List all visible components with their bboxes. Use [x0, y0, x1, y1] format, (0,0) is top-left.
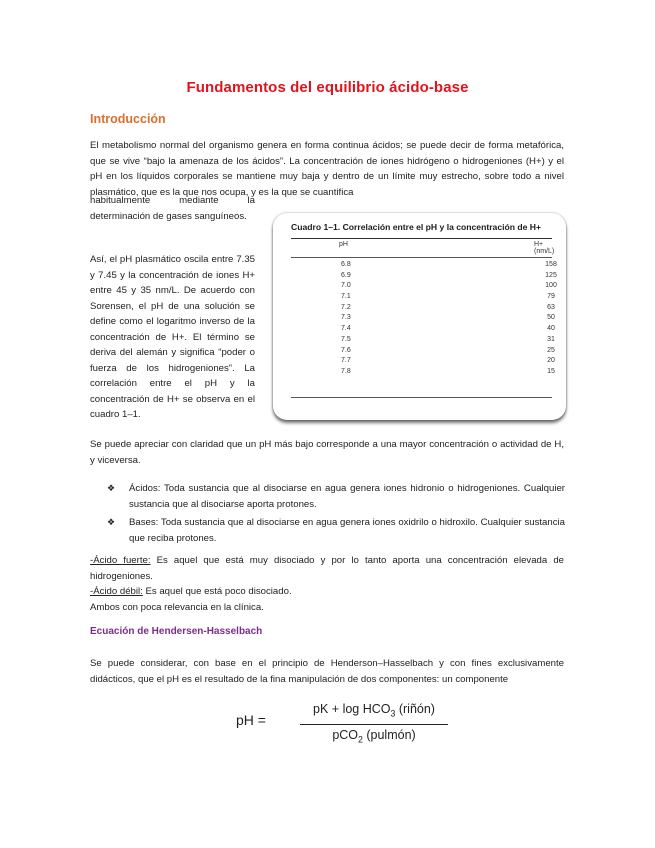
acid-strength-definitions [90, 553, 564, 615]
table-rule-bottom [291, 397, 552, 398]
intro-heading: Introducción [90, 112, 166, 126]
table-cell-ph: 7.3 [341, 314, 351, 322]
table-cell-h: 15 [547, 367, 555, 375]
denominator-organ: (pulmón) [362, 727, 416, 742]
strong-acid-definition [90, 553, 564, 584]
intro-paragraph-1-continued: habitualmente mediante la determinación de gases sanguíneos. [90, 195, 255, 222]
denominator-main: pCO [332, 727, 359, 742]
table-header [291, 241, 555, 255]
henderson-paragraph: Se puede considerar, con base en el principio de Henderson–Hasselbach y con fines exclusivamente didácticos, que el pH es el resultado de la fina manipulación de dos componentes: un componente [90, 658, 564, 685]
table-cell-h: 158 [545, 261, 557, 268]
table-cell-h: 40 [547, 325, 555, 333]
table-row [291, 324, 555, 335]
table-cell-ph: 7.7 [341, 357, 351, 365]
formula-numerator [294, 700, 454, 723]
table-body [291, 260, 557, 378]
table-cell-ph: 7.1 [341, 293, 351, 301]
table-cell-h: 25 [547, 346, 555, 354]
formula-denominator [294, 727, 454, 748]
weak-acid-text: Es aquel que está poco disociado. [142, 586, 292, 597]
denominator-subscript: 2 [358, 734, 363, 744]
intro-paragraph-3: Se puede apreciar con claridad que un pH más bajo corresponde a una mayor concentración o actividad de H, y viceversa. [90, 439, 564, 466]
numerator-subscript: 3 [390, 708, 396, 719]
strong-acid-text: Es aquel que está muy disociado y por lo tanto aporta una concentración elevada de hidrogeniones. [90, 555, 564, 582]
bases-definition: Bases: Toda sustancia que al disociarse en agua genera iones oxidrilo o hidroxilo. Cualquier sustancia que reciba protones. [129, 517, 565, 544]
formula-lhs: pH = [236, 712, 266, 728]
table-cell-h: 63 [547, 303, 555, 311]
table-cell-ph: 7.4 [341, 325, 351, 333]
henderson-heading: Ecuación de Hendersen-Hasselbach [90, 626, 263, 637]
table-header-h: H+ (nm/L) [534, 241, 555, 255]
numerator-main: pK + log HCO [313, 702, 391, 716]
table-row [291, 335, 555, 346]
numerator-organ: (riñón) [395, 702, 435, 716]
diamond-bullet-icon: ❖ [107, 483, 116, 493]
list-item [107, 515, 565, 546]
table-row [291, 356, 555, 367]
table-row [291, 367, 555, 378]
ph-paragraph: Así, el pH plasmático oscila entre 7.35 y 7.45 y la concentración de iones H+ entre 45 y 35 nm/L. De acuerdo con Sorensen, el pH de una solución se define como el logaritmo inverso de la concentración de H+. El término se deriva del alemán y significa “poder o fuerza de los hidrogeniones”. La correlación entre el pH y la concentración de H+ se observa en el cuadro 1–1. [90, 254, 255, 420]
table-cell-h: 50 [547, 314, 555, 322]
table-cell-h: 125 [545, 271, 557, 279]
table-cell-ph: 7.6 [341, 346, 351, 354]
document-title: Fundamentos del equilibrio ácido-base [186, 79, 469, 96]
table-header-ph: pH [339, 241, 348, 248]
table-cell-h: 79 [547, 293, 555, 301]
table-row [291, 292, 555, 303]
table-cell-h: 100 [545, 282, 557, 290]
ph-table [273, 213, 566, 420]
table-cell-ph: 7.5 [341, 335, 351, 343]
intro-paragraph-1: El metabolismo normal del organismo genera en forma continua ácidos; se puede decir de forma metafórica, que se vive “bajo la amenaza de los ácidos”. La concentración de iones hidrógeno o hidrogeniones (H+) y el pH en los líquidos corporales se mantiene muy baja y dentro de un límite muy estrecho, sobre todo a nivel plasmático, que es la que nos ocupa, y es la que se cuantifica [90, 140, 564, 198]
table-cell-ph: 6.9 [341, 271, 351, 279]
list-item [107, 481, 565, 512]
diamond-bullet-icon: ❖ [107, 517, 116, 527]
table-row [291, 313, 555, 324]
table-row [291, 281, 557, 292]
table-caption: Cuadro 1–1. Correlación entre el pH y la concentración de H+ [291, 222, 542, 232]
definitions-list [107, 481, 565, 549]
table-rule-top [291, 238, 552, 239]
table-row [291, 346, 555, 357]
table-row [291, 271, 557, 282]
table-row [291, 303, 555, 314]
table-cell-h: 20 [547, 357, 555, 365]
table-cell-ph: 7.8 [341, 367, 351, 375]
clinical-note: Ambos con poca relevancia en la clínica. [90, 601, 264, 613]
henderson-formula [236, 700, 436, 744]
table-row [291, 260, 557, 271]
table-cell-ph: 6.8 [341, 261, 351, 268]
weak-acid-label: -Ácido débil: [90, 586, 143, 597]
weak-acid-definition [90, 584, 564, 600]
acids-definition: Ácidos: Toda sustancia que al disociarse en agua genera iones hidronio o hidrogeniones. Cualquier sustancia que al disociarse aporta protones. [129, 483, 565, 510]
table-rule-header [291, 257, 552, 258]
fraction-bar [300, 724, 448, 725]
table-cell-h: 31 [547, 335, 555, 343]
table-cell-ph: 7.2 [341, 303, 351, 311]
table-cell-ph: 7.0 [341, 282, 351, 290]
strong-acid-label: -Ácido fuerte: [90, 555, 151, 566]
formula-fraction [294, 700, 454, 747]
